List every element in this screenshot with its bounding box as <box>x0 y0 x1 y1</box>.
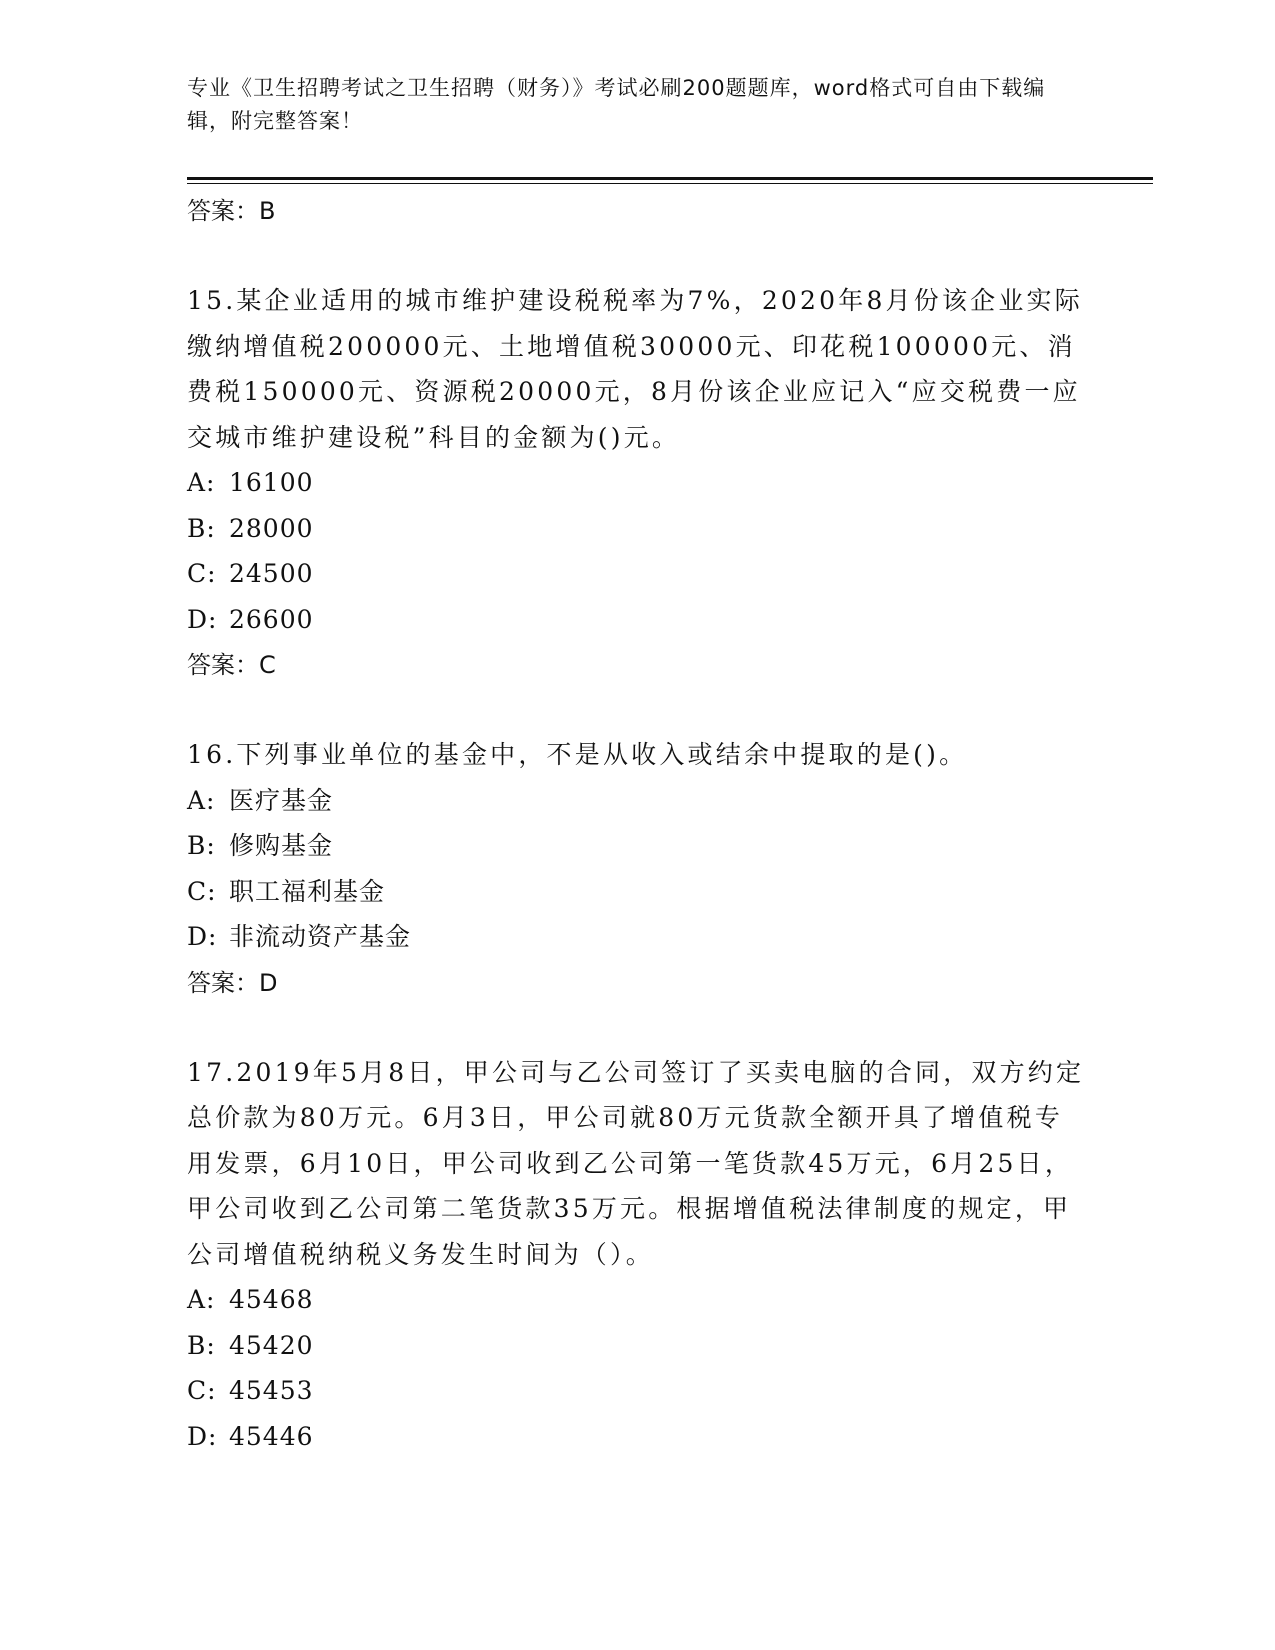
option-label: A: <box>187 468 216 497</box>
option-value: 28000 <box>229 513 314 543</box>
header-divider-thin <box>187 183 1153 184</box>
option-label: B: <box>187 831 216 860</box>
page-header: 专业《卫生招聘考试之卫生招聘（财务）》考试必刷200题题库，word格式可自由下载编辑，附完整答案！ <box>187 76 1046 133</box>
option-d <box>187 597 1087 643</box>
option-value: 医疗基金 <box>229 785 334 815</box>
question-text: 17.2019年5月8日，甲公司与乙公司签订了买卖电脑的合同，双方约定总价款为80万元。6月3日，甲公司就80万元货款全额开具了增值税专用发票，6月10日，甲公司收到乙公司第一笔货款45万元，6月25日，甲公司收到乙公司第二笔货款35万元。根据增值税法律制度的规定，甲公司增值税纳税义务发生时间为（）。 <box>187 1057 1085 1269</box>
option-label: D: <box>187 1421 218 1451</box>
answer-line: 答案：B <box>187 197 276 225</box>
option-label: C: <box>187 1376 217 1405</box>
option-label: C: <box>187 876 217 906</box>
option-label: D: <box>187 604 218 634</box>
option-b <box>187 1323 1087 1369</box>
question-list <box>187 188 1087 1459</box>
option-a <box>187 1277 1087 1323</box>
answer-line: 答案：C <box>187 651 276 679</box>
option-a <box>187 778 1087 824</box>
question-text: 16.下列事业单位的基金中，不是从收入或结余中提取的是()。 <box>187 740 968 769</box>
option-value: 45468 <box>229 1285 314 1314</box>
option-d <box>187 914 1087 960</box>
option-c <box>187 1368 1087 1414</box>
option-c <box>187 551 1087 597</box>
option-value: 24500 <box>229 559 314 588</box>
option-label: C: <box>187 559 217 588</box>
option-label: B: <box>187 513 216 543</box>
option-value: 修购基金 <box>229 831 334 860</box>
question-text: 15.某企业适用的城市维护建设税税率为7%，2020年8月份该企业实际缴纳增值税200000元、土地增值税30000元、印花税100000元、消费税150000元、资源税20000元，8月份该企业应记入“应交税费一应交城市维护建设税”科目的金额为()元。 <box>187 286 1083 452</box>
header-divider <box>187 177 1153 180</box>
answer-line: 答案：D <box>187 968 278 997</box>
option-d <box>187 1414 1087 1460</box>
option-value: 45446 <box>229 1421 314 1451</box>
option-b <box>187 823 1087 869</box>
option-b <box>187 506 1087 552</box>
option-value: 26600 <box>229 604 314 634</box>
option-label: A: <box>187 1285 216 1314</box>
option-label: B: <box>187 1330 216 1360</box>
option-label: A: <box>187 785 216 815</box>
option-value: 45453 <box>229 1376 314 1405</box>
option-c <box>187 869 1087 915</box>
option-value: 非流动资产基金 <box>229 922 412 951</box>
option-value: 16100 <box>229 468 314 497</box>
option-value: 45420 <box>229 1330 314 1360</box>
option-value: 职工福利基金 <box>229 876 386 906</box>
option-a <box>187 460 1087 506</box>
option-label: D: <box>187 922 218 951</box>
